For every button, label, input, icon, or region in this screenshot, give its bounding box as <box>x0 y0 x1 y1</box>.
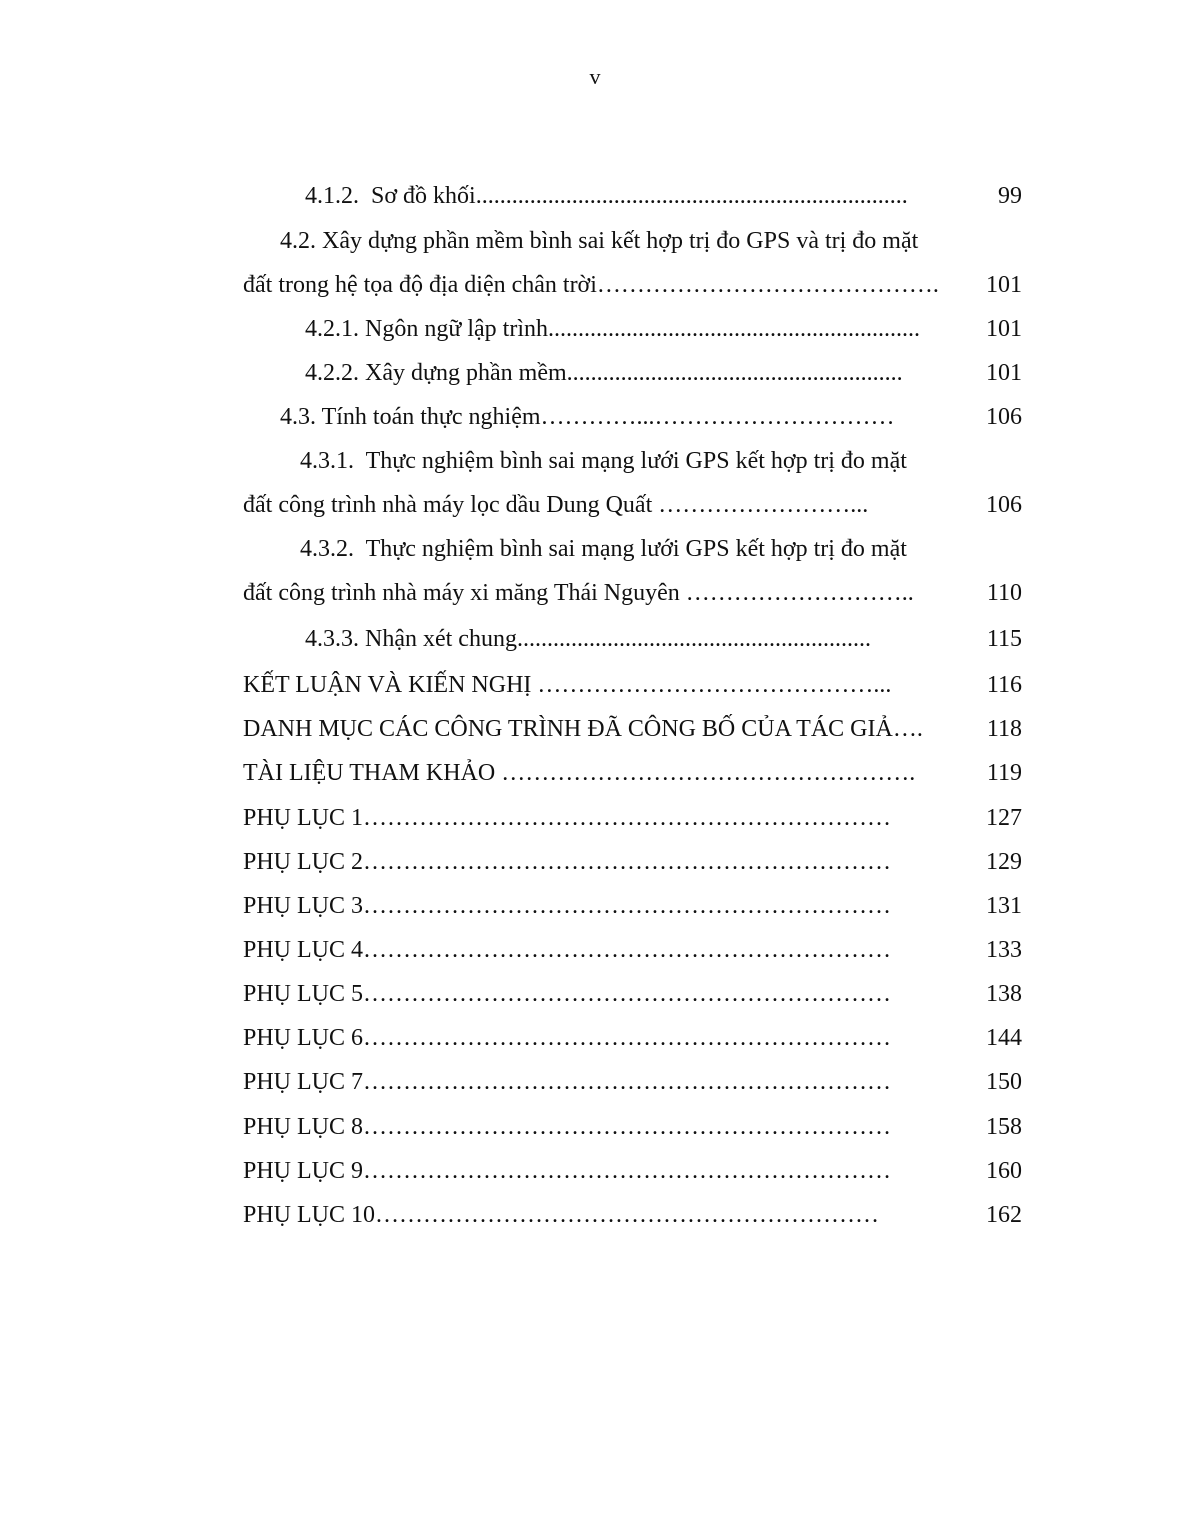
toc-entry-page: 116 <box>986 672 1022 698</box>
toc-entry-page: 99 <box>998 183 1022 209</box>
toc-entry-page: 106 <box>986 404 1022 430</box>
toc-entry-text[interactable]: KẾT LUẬN VÀ KIẾN NGHỊ ……………………………………... <box>243 672 892 698</box>
toc-entry-page: 138 <box>986 981 1022 1007</box>
toc-entry-page: 144 <box>986 1025 1022 1051</box>
toc-entry-text[interactable]: 4.1.2. Sơ đồ khối........................................................................ <box>305 183 908 209</box>
toc-entry-text[interactable]: đất công trình nhà máy xi măng Thái Nguyên ……………………….. <box>243 580 914 606</box>
toc-entry-text[interactable]: 4.3. Tính toán thực nghiệm…………...………………………… <box>280 404 895 430</box>
toc-entry-page: 118 <box>986 716 1022 742</box>
toc-entry-page: 162 <box>986 1202 1022 1228</box>
toc-entry-page: 133 <box>986 937 1022 963</box>
toc-entry-text[interactable]: 4.2.1. Ngôn ngữ lập trình.............................................................. <box>305 316 920 342</box>
toc-entry-text[interactable]: DANH MỤC CÁC CÔNG TRÌNH ĐÃ CÔNG BỐ CỦA TÁC GIẢ…. <box>243 716 923 742</box>
toc-entry-text[interactable]: đất công trình nhà máy lọc dầu Dung Quất ……………………... <box>243 492 869 518</box>
toc-entry-text[interactable]: 4.2. Xây dựng phần mềm bình sai kết hợp trị đo GPS và trị đo mặt <box>280 228 919 254</box>
toc-entry-page: 150 <box>986 1069 1022 1095</box>
toc-entry-text[interactable]: đất trong hệ tọa độ địa diện chân trời……………………………………. <box>243 272 939 298</box>
toc-entry-text[interactable]: PHỤ LỤC 2………………………………………………………… <box>243 849 892 875</box>
toc-entry-page: 129 <box>986 849 1022 875</box>
toc-entry-page: 160 <box>986 1158 1022 1184</box>
toc-entry-text[interactable]: PHỤ LỤC 4………………………………………………………… <box>243 937 892 963</box>
toc-entry-page: 158 <box>986 1114 1022 1140</box>
toc-entry-page: 127 <box>986 805 1022 831</box>
toc-entry-text[interactable]: 4.3.1. Thực nghiệm bình sai mạng lưới GPS kết hợp trị đo mặt <box>300 448 907 474</box>
toc-entry-page: 101 <box>986 316 1022 342</box>
toc-entry-page: 110 <box>986 580 1022 606</box>
toc-entry-text[interactable]: PHỤ LỤC 3………………………………………………………… <box>243 893 892 919</box>
toc-entry-text[interactable]: PHỤ LỤC 6………………………………………………………… <box>243 1025 892 1051</box>
toc-entry-page: 119 <box>986 760 1022 786</box>
toc-entry-text[interactable]: TÀI LIỆU THAM KHẢO ……………………………………………. <box>243 760 916 786</box>
toc-entry-text[interactable]: PHỤ LỤC 1………………………………………………………… <box>243 805 892 831</box>
toc-entry-text[interactable]: 4.3.3. Nhận xét chung........................................................... <box>305 626 871 652</box>
toc-entry-text[interactable]: PHỤ LỤC 7………………………………………………………… <box>243 1069 892 1095</box>
toc-entry-text[interactable]: 4.3.2. Thực nghiệm bình sai mạng lưới GPS kết hợp trị đo mặt <box>300 536 907 562</box>
toc-entry-text[interactable]: 4.2.2. Xây dựng phần mềm........................................................ <box>305 360 903 386</box>
toc-entry-text[interactable]: PHỤ LỤC 9………………………………………………………… <box>243 1158 892 1184</box>
toc-entry-text[interactable]: PHỤ LỤC 8………………………………………………………… <box>243 1114 892 1140</box>
toc-entry-page: 131 <box>986 893 1022 919</box>
toc-entry-page: 101 <box>986 360 1022 386</box>
page-number: v <box>589 64 601 89</box>
toc-entry-page: 106 <box>986 492 1022 518</box>
toc-entry-text[interactable]: PHỤ LỤC 10……………………………………………………… <box>243 1202 880 1228</box>
toc-entry-page: 115 <box>986 626 1022 652</box>
toc-entry-page: 101 <box>986 272 1022 298</box>
toc-entry-text[interactable]: PHỤ LỤC 5………………………………………………………… <box>243 981 892 1007</box>
